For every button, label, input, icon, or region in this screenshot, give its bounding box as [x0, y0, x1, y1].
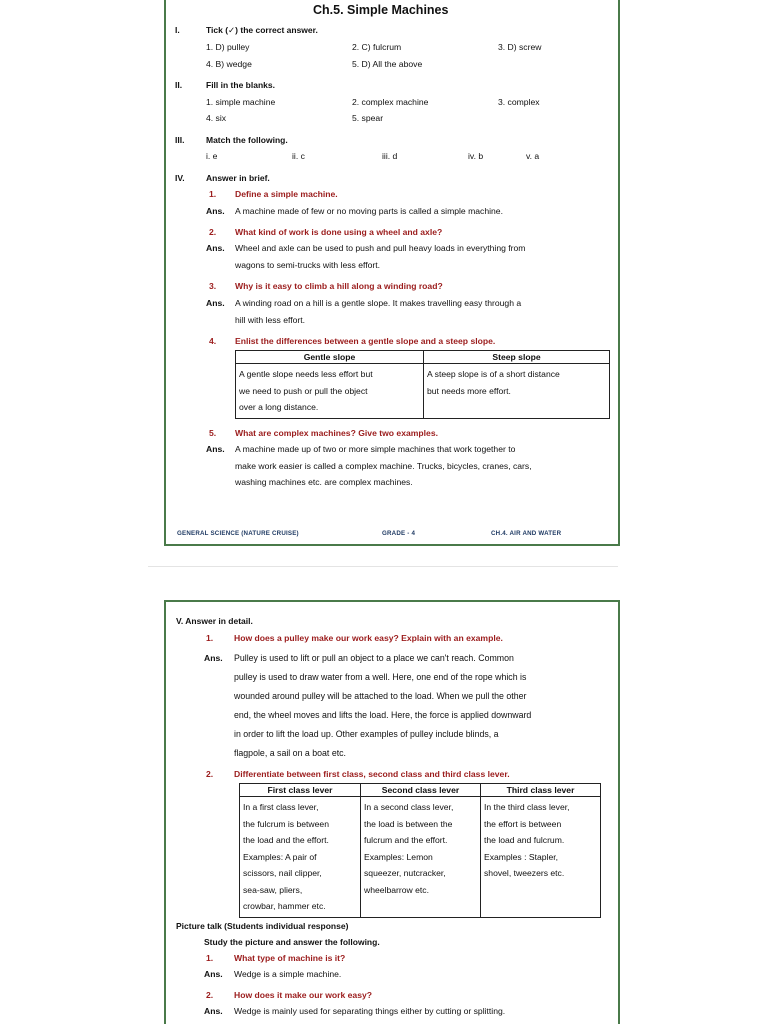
answer-label: Ans.: [204, 1006, 223, 1016]
question-number: 4.: [209, 336, 217, 346]
table-header-cell: Gentle slope: [236, 351, 424, 364]
answer-text: hill with less effort.: [235, 315, 306, 325]
answer-item: 5. D) All the above: [352, 59, 423, 69]
section-4-heading: Answer in brief.: [206, 173, 270, 183]
table-header-cell: Third class lever: [481, 784, 601, 797]
cell-line: In a second class lever,: [364, 802, 454, 812]
chapter-title: Ch.5. Simple Machines: [313, 3, 449, 17]
answer-item: 3. complex: [498, 97, 540, 107]
cell-line: A steep slope is of a short distance: [427, 369, 560, 379]
cell-line: fulcrum and the effort.: [364, 835, 448, 845]
section-3-heading: Match the following.: [206, 135, 288, 145]
section-2-numeral: II.: [175, 80, 183, 90]
table-cell: [240, 797, 361, 918]
answer-text: Pulley is used to lift or pull an object to a place we can't reach. Common: [234, 653, 514, 663]
cell-line: Examples : Stapler,: [484, 851, 559, 862]
picture-talk-heading: Picture talk (Students individual response): [176, 921, 349, 931]
picture-talk-instruction: Study the picture and answer the following.: [204, 937, 380, 947]
section-3-numeral: III.: [175, 135, 185, 145]
cell-line: scissors, nail clipper,: [243, 868, 322, 878]
section-4-numeral: IV.: [175, 173, 185, 183]
question-number: 2.: [206, 990, 214, 1000]
cell-line: shovel, tweezers etc.: [484, 868, 565, 878]
cell-line: wheelbarrow etc.: [364, 884, 429, 895]
answer-text: washing machines etc. are complex machines.: [235, 477, 413, 487]
cell-line: the effort is between: [484, 818, 562, 829]
question-number: 2.: [209, 227, 217, 237]
answer-text: in order to lift the load up. Other examples of pulley include blinds, a: [234, 729, 499, 739]
cell-line: the fulcrum is between: [243, 818, 329, 829]
cell-line: the load and fulcrum.: [484, 835, 565, 845]
cell-line: A gentle slope needs less effort but: [239, 369, 373, 379]
answer-text: make work easier is called a complex machine. Trucks, bicycles, cranes, cars,: [235, 461, 532, 471]
cell-line: sea-saw, pliers,: [243, 884, 303, 895]
cell-line: but needs more effort.: [427, 385, 511, 396]
answer-item: 1. D) pulley: [206, 42, 250, 52]
answer-text: pulley is used to draw water from a well. Here, one end of the rope which is: [234, 672, 527, 682]
cell-line: In the third class lever,: [484, 802, 570, 812]
question-text: What kind of work is done using a wheel and axle?: [235, 227, 443, 237]
page-divider: [148, 566, 618, 567]
answer-text: end, the wheel moves and lifts the load. Here, the force is applied downward: [234, 710, 532, 720]
footer-chapter: CH.4. AIR AND WATER: [491, 530, 562, 537]
answer-item: 1. simple machine: [206, 97, 276, 107]
table-header-cell: Steep slope: [424, 351, 610, 364]
cell-line: Examples: Lemon: [364, 851, 433, 862]
answer-text: Wedge is a simple machine.: [234, 969, 342, 979]
match-item: iv. b: [468, 151, 484, 161]
cell-line: squeezer, nutcracker,: [364, 868, 446, 878]
table-header-row: [240, 784, 601, 797]
answer-label: Ans.: [206, 444, 225, 454]
section-1-numeral: I.: [175, 25, 180, 35]
table-header-cell: Second class lever: [361, 784, 481, 797]
answer-item: 2. C) fulcrum: [352, 42, 402, 52]
match-item: ii. c: [292, 151, 305, 161]
table-cell: [481, 797, 601, 918]
answer-item: 2. complex machine: [352, 97, 429, 107]
cell-line: crowbar, hammer etc.: [243, 901, 326, 911]
section-2-heading: Fill in the blanks.: [206, 80, 275, 90]
answer-item: 3. D) screw: [498, 42, 542, 52]
question-number: 3.: [209, 281, 217, 291]
answer-label: Ans.: [204, 969, 223, 979]
question-text: Differentiate between first class, second class and third class lever.: [234, 769, 510, 779]
cell-line: In a first class lever,: [243, 802, 319, 812]
section-1-heading: Tick (✓) the correct answer.: [206, 25, 318, 35]
question-text: Enlist the differences between a gentle slope and a steep slope.: [235, 336, 496, 346]
question-number: 5.: [209, 428, 217, 438]
section-5-heading: V. Answer in detail.: [176, 616, 253, 626]
answer-text: flagpole, a sail on a boat etc.: [234, 748, 346, 758]
table-header-cell: First class lever: [240, 784, 361, 797]
question-text: Define a simple machine.: [235, 189, 338, 199]
match-item: i. e: [206, 151, 218, 161]
answer-text: Wheel and axle can be used to push and pull heavy loads in everything from: [235, 243, 526, 253]
table-cell: [236, 364, 424, 419]
answer-item: 4. B) wedge: [206, 59, 252, 69]
table-row: [240, 797, 601, 918]
question-number: 1.: [206, 953, 214, 963]
answer-text: A winding road on a hill is a gentle slope. It makes travelling easy through a: [235, 298, 522, 308]
cell-line: the load is between the: [364, 818, 453, 829]
table-cell: [424, 364, 610, 419]
lever-comparison-table: [239, 783, 601, 918]
answer-item: 5. spear: [352, 113, 384, 123]
answer-label: Ans.: [206, 243, 225, 253]
footer-subject: GENERAL SCIENCE (NATURE CRUISE): [177, 530, 299, 537]
match-item: v. a: [526, 151, 540, 161]
table-header-row: [236, 351, 610, 364]
table-row: [236, 364, 610, 419]
answer-label: Ans.: [206, 206, 225, 216]
cell-line: over a long distance.: [239, 402, 319, 412]
cell-line: Examples: A pair of: [243, 851, 317, 862]
cell-line: the load and the effort.: [243, 835, 329, 845]
question-number: 1.: [206, 633, 214, 643]
question-text: What type of machine is it?: [234, 953, 346, 963]
answer-text: A machine made up of two or more simple machines that work together to: [235, 444, 516, 454]
answer-text: wagons to semi-trucks with less effort.: [235, 260, 381, 270]
question-text: Why is it easy to climb a hill along a winding road?: [235, 281, 443, 291]
answer-text: Wedge is mainly used for separating things either by cutting or splitting.: [234, 1006, 506, 1016]
cell-line: we need to push or pull the object: [239, 385, 368, 396]
match-item: iii. d: [382, 151, 398, 161]
question-number: 1.: [209, 189, 217, 199]
footer-grade: GRADE - 4: [382, 530, 416, 537]
question-text: What are complex machines? Give two examples.: [235, 428, 438, 438]
answer-text: wounded around pulley will be attached to the load. When we pull the other: [234, 691, 527, 701]
question-text: How does a pulley make our work easy? Explain with an example.: [234, 633, 503, 643]
slope-comparison-table: [235, 350, 610, 419]
table-cell: [361, 797, 481, 918]
question-number: 2.: [206, 769, 214, 779]
question-text: How does it make our work easy?: [234, 990, 373, 1000]
answer-item: 4. six: [206, 113, 227, 123]
answer-label: Ans.: [206, 298, 225, 308]
answer-text: A machine made of few or no moving parts is called a simple machine.: [235, 206, 503, 216]
answer-label: Ans.: [204, 653, 223, 663]
